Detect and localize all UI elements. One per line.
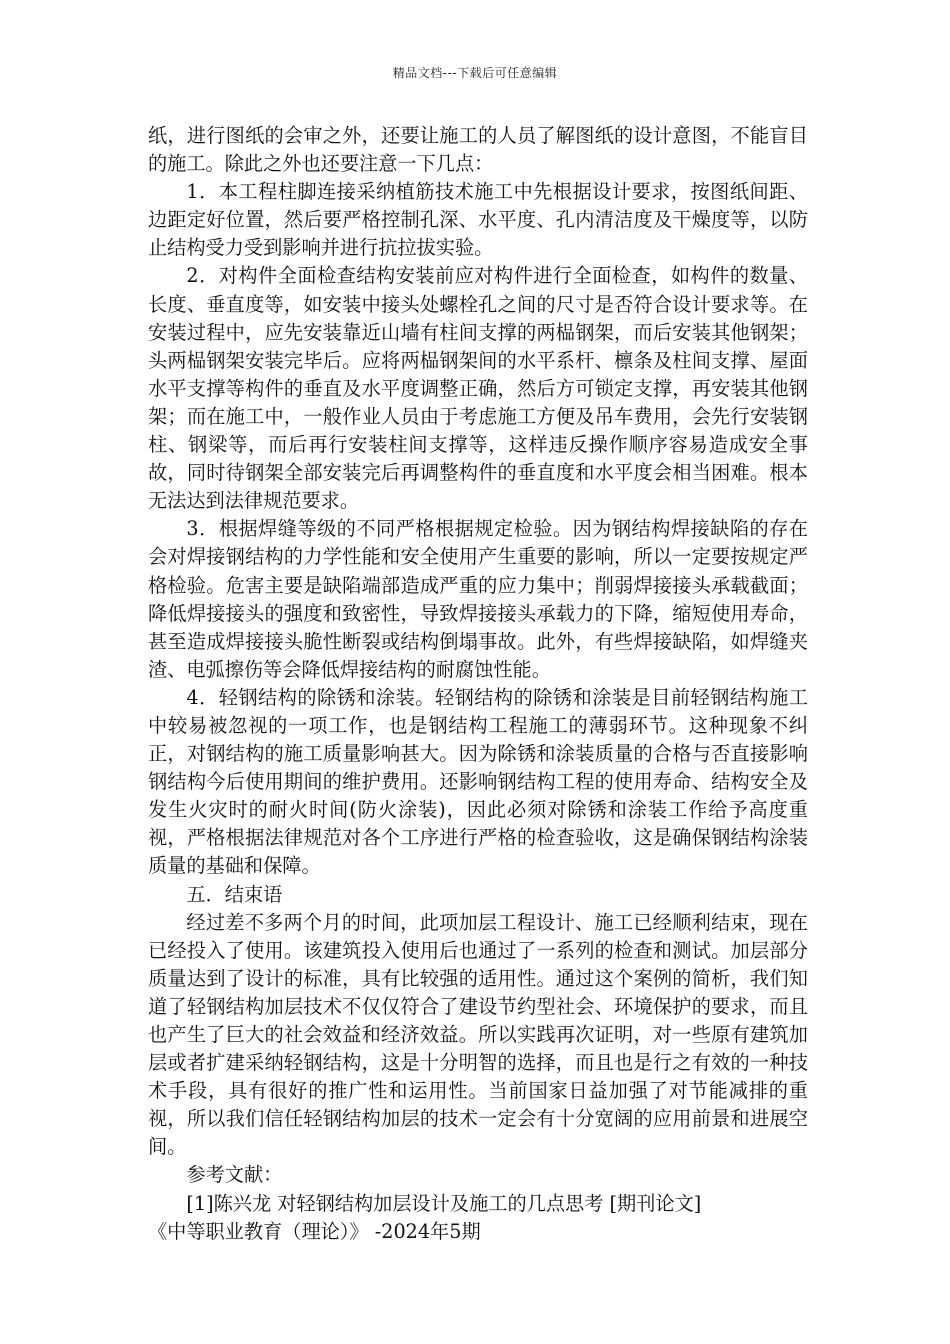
page-header: 精品文档---下载后可任意编辑: [392, 66, 558, 80]
reference-1-title: [1]陈兴龙 对轻钢结构加层设计及施工的几点思考 [期刊论文]: [186, 1191, 702, 1215]
conclusion-paragraph: 经过差不多两个月的时间，此项加层工程设计、施工已经顺利结束，现在已经投入了使用。该建筑投入使用后也通过了一系列的检查和测试。加层部分质量达到了设计的标准，具有比较强的适用性。通过这个案例的简析，我们知道了轻钢结构加层技术不仅仅符合了建设节约型社会、环境保护的要求，而且也产生了巨大的社会效益和经济效益。所以实践再次证明，对一些原有建筑加层或者扩建采纳轻钢结构，这是十分明智的选择，而且也是行之有效的一种技术手段，具有很好的推广性和运用性。当前国家日益加强了对节能减排的重视，所以我们信任轻钢结构加层的技术一定会有十分宽阔的应用前景和进展空间。: [148, 910, 808, 1159]
reference-1-journal: 《中等职业教育（理论）》 -2024年5期: [148, 1219, 481, 1243]
item-2-paragraph: 2．对构件全面检查结构安装前应对构件进行全面检查，如构件的数量、长度、垂直度等，如安装中接头处螺栓孔之间的尺寸是否符合设计要求等。在安装过程中，应先安装靠近山墙有柱间支撑的两榀钢架，而后安装其他钢架；头两榀钢架安装完毕后。应将两榀钢架间的水平系杆、檩条及柱间支撑、屋面水平支撑等构件的垂直及水平度调整正确，然后方可锁定支撑，再安装其他钢架；而在施工中，一般作业人员由于考虑施工方便及吊车费用，会先行安装钢柱、钢梁等，而后再行安装柱间支撑等，这样违反操作顺序容易造成安全事故，同时待钢架全部安装完后再调整构件的垂直度和水平度会相当困难。根本无法达到法律规范要求。: [148, 264, 808, 513]
item-4-paragraph: 4．轻钢结构的除锈和涂装。轻钢结构的除锈和涂装是目前轻钢结构施工中较易被忽视的一项工作，也是钢结构工程施工的薄弱环节。这种现象不纠正，对钢结构的施工质量影响甚大。因为除锈和涂装质量的合格与否直接影响钢结构今后使用期间的维护费用。还影响钢结构工程的使用寿命、结构安全及发生火灾时的耐火时间(防火涂装)，因此必须对除锈和涂装工作给予高度重视，严格根据法律规范对各个工序进行严格的检查验收，这是确保钢结构涂装质量的基础和保障。: [148, 685, 808, 878]
item-3-paragraph: 3．根据焊缝等级的不同严格根据规定检验。因为钢结构焊接缺陷的存在会对焊接钢结构的力学性能和安全使用产生重要的影响，所以一定要按规定严格检验。危害主要是缺陷端部造成严重的应力集中；削弱焊接接头承载截面；降低焊接接头的强度和致密性，导致焊接接头承载力的下降，缩短使用寿命，甚至造成焊接接头脆性断裂或结构倒塌事故。此外，有些焊接缺陷，如焊缝夹渣、电弧擦伤等会降低焊接结构的耐腐蚀性能。: [148, 517, 808, 681]
references-heading: 参考文献：: [186, 1163, 283, 1187]
section-heading-conclusion: 五．结束语: [186, 882, 283, 906]
item-1-paragraph: 1．本工程柱脚连接采纳植筋技术施工中先根据设计要求，按图纸间距、边距定好位置，然后要严格控制孔深、水平度、孔内清洁度及干燥度等，以防止结构受力受到影响并进行抗拉拔实验。: [148, 180, 808, 260]
document-body: [148, 122, 808, 1246]
intro-paragraph: 纸，进行图纸的会审之外，还要让施工的人员了解图纸的设计意图，不能盲目的施工。除此之外也还要注意一下几点：: [148, 124, 808, 176]
